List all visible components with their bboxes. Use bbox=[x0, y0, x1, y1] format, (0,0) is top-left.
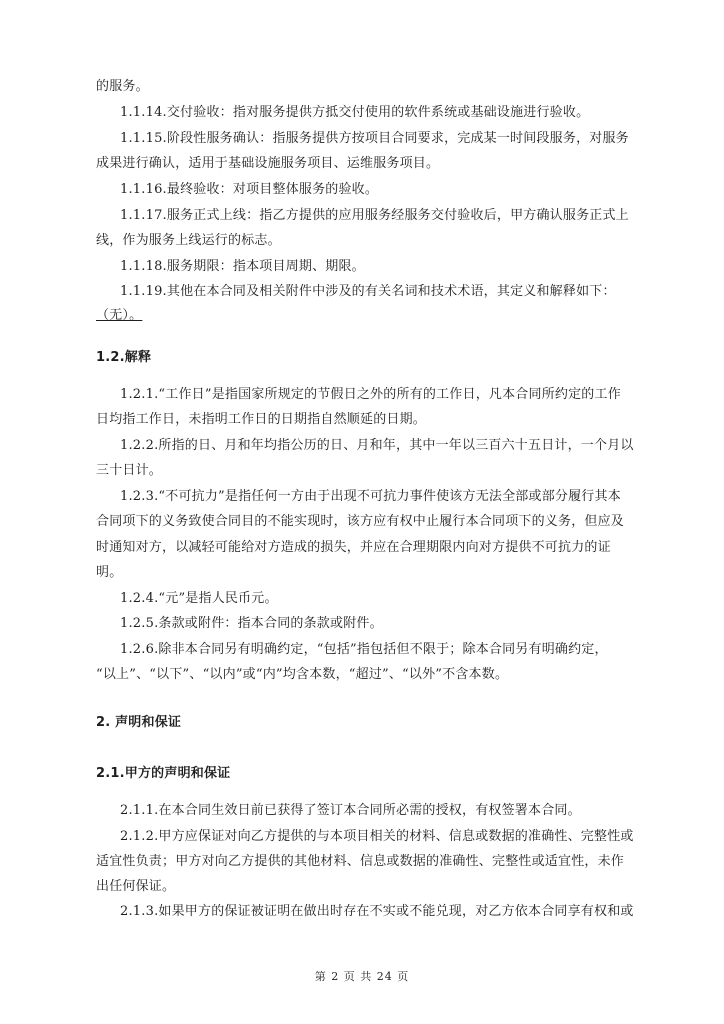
text-line: 时通知对方，以减轻可能给对方造成的损失，并应在合理期限内向对方提供不可抗力的证 bbox=[96, 540, 611, 555]
text-line: 1.2.1.“工作日”是指国家所规定的节假日之外的所有的工作日，凡本合同所约定的工作 bbox=[120, 387, 621, 402]
text-line: 出任何保证。 bbox=[96, 879, 176, 894]
text-line: 日均指工作日，未指明工作日的日期指自然顺延的日期。 bbox=[96, 412, 427, 427]
text-line: 1.2.4.“元”是指人民币元。 bbox=[120, 591, 278, 606]
text-line: 2.1.1.在本合同生效日前已获得了签订本合同所必需的授权，有权签署本合同。 bbox=[120, 803, 581, 818]
text-line: （无）。 bbox=[96, 308, 143, 323]
text-line: 1.2.3.“不可抗力”是指任何一方由于出现不可抗力事件使该方无法全部或部分履行其本 bbox=[120, 489, 621, 504]
text-line: 1.1.19.其他在本合同及相关附件中涉及的有关名词和技术术语，其定义和解释如下： bbox=[120, 284, 616, 299]
text-line: 明。 bbox=[96, 565, 123, 580]
text-line: “以上”、“以下”、“以内”或“内”均含本数，“超过”、“以外”不含本数。 bbox=[96, 667, 509, 682]
section-heading: 2. 声明和保证 bbox=[96, 715, 182, 730]
text-line: 2.1.3.如果甲方的保证被证明在做出时存在不实或不能兑现，对乙方依本合同享有权和或 bbox=[120, 904, 634, 919]
page-number-footer: 第 2 页 共 24 页 bbox=[314, 970, 410, 983]
text-line: 1.1.17.服务正式上线：指乙方提供的应用服务经服务交付验收后，甲方确认服务正式上 bbox=[120, 208, 629, 223]
text-line: 的服务。 bbox=[96, 79, 149, 94]
text-line: 三十日计。 bbox=[96, 463, 163, 478]
text-line: 合同项下的义务致使合同目的不能实现时，该方应有权中止履行本合同项下的义务，但应及 bbox=[96, 514, 625, 529]
text-line: 1.1.15.阶段性服务确认：指服务提供方按项目合同要求，完成某一时间段服务，对服务 bbox=[120, 131, 629, 146]
text-line: 成果进行确认，适用于基础设施服务项目、运维服务项目。 bbox=[96, 156, 440, 171]
subsection-heading: 2.1.甲方的声明和保证 bbox=[96, 766, 231, 781]
text-line: 2.1.2.甲方应保证对向乙方提供的与本项目相关的材料、信息或数据的准确性、完整性或 bbox=[120, 829, 634, 844]
text-line: 线，作为服务上线运行的标志。 bbox=[96, 233, 281, 248]
text-line: 1.1.18.服务期限：指本项目周期、期限。 bbox=[120, 259, 365, 274]
text-line: 1.2.5.条款或附件：指本合同的条款或附件。 bbox=[120, 616, 383, 631]
text-line: 1.1.14.交付验收：指对服务提供方抵交付使用的软件系统或基础设施进行验收。 bbox=[120, 105, 590, 120]
text-line: 适宜性负责；甲方对向乙方提供的其他材料、信息或数据的准确性、完整性或适宜性，未作 bbox=[96, 854, 625, 869]
text-line: 1.1.16.最终验收：对项目整体服务的验收。 bbox=[120, 182, 379, 197]
text-line: 1.2.2.所指的日、月和年均指公历的日、月和年，其中一年以三百六十五日计，一个月以 bbox=[120, 438, 634, 453]
section-heading: 1.2.解释 bbox=[96, 350, 152, 365]
text-line: 1.2.6.除非本合同另有明确约定，“包括”指包括但不限于；除本合同另有明确约定， bbox=[120, 642, 608, 657]
